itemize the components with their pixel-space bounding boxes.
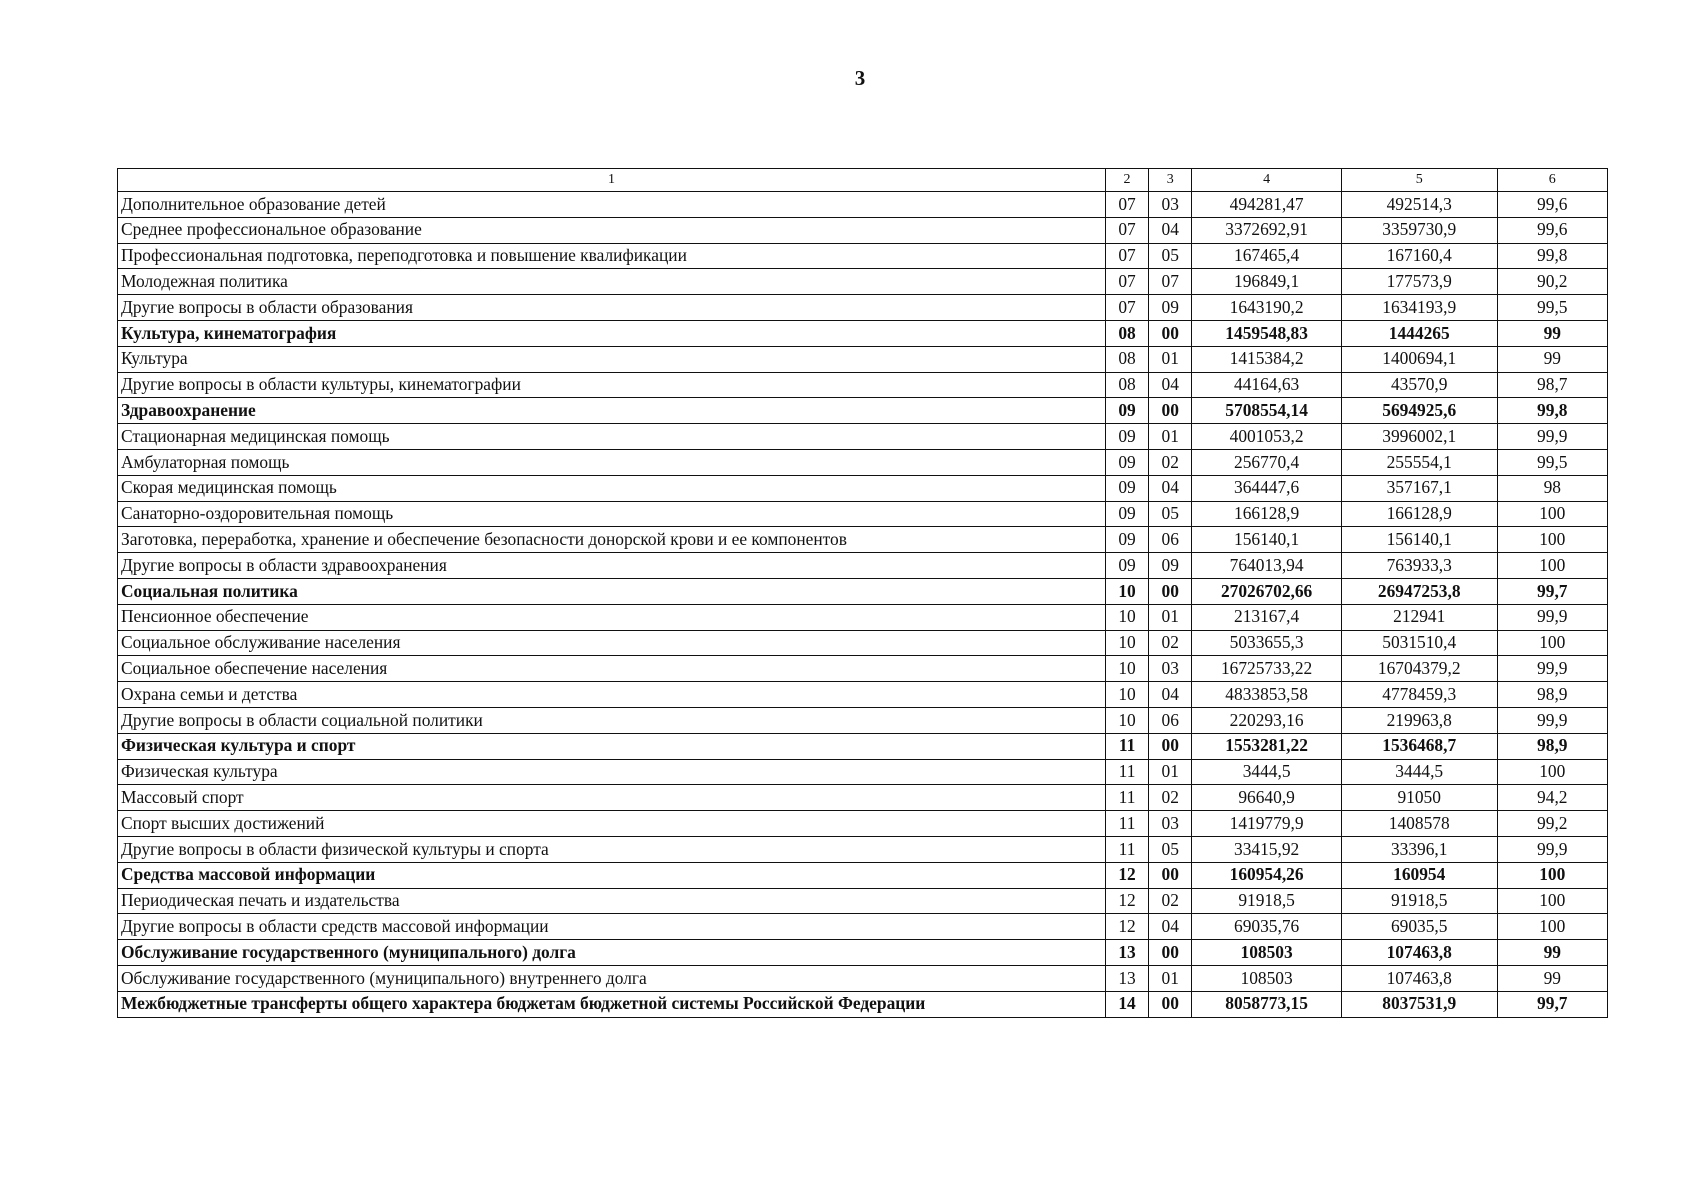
row-subsection-cell: 05 (1149, 243, 1192, 269)
row-col5-cell: 1408578 (1341, 811, 1497, 837)
row-name-cell: Дополнительное образование детей (118, 192, 1106, 218)
row-col5-cell: 166128,9 (1341, 501, 1497, 527)
row-section-cell: 07 (1105, 217, 1148, 243)
row-subsection-cell: 02 (1149, 449, 1192, 475)
row-section-cell: 07 (1105, 243, 1148, 269)
row-col5-cell: 8037531,9 (1341, 991, 1497, 1017)
row-name-cell: Периодическая печать и издательства (118, 888, 1106, 914)
row-col5-cell: 3359730,9 (1341, 217, 1497, 243)
table-row (118, 527, 1608, 553)
table-row (118, 965, 1608, 991)
row-subsection-cell: 05 (1149, 836, 1192, 862)
row-col4-cell: 220293,16 (1192, 707, 1342, 733)
table-row (118, 192, 1608, 218)
row-col4-cell: 256770,4 (1192, 449, 1342, 475)
row-subsection-cell: 01 (1149, 424, 1192, 450)
row-section-cell: 11 (1105, 759, 1148, 785)
row-col5-cell: 91050 (1341, 785, 1497, 811)
table-row (118, 785, 1608, 811)
row-col5-cell: 167160,4 (1341, 243, 1497, 269)
row-col6-cell: 99,6 (1497, 217, 1607, 243)
row-name-cell: Другие вопросы в области образования (118, 295, 1106, 321)
table-row (118, 759, 1608, 785)
row-col4-cell: 196849,1 (1192, 269, 1342, 295)
row-col6-cell: 99,8 (1497, 243, 1607, 269)
row-col6-cell: 98,7 (1497, 372, 1607, 398)
row-subsection-cell: 00 (1149, 862, 1192, 888)
row-name-cell: Другие вопросы в области социальной политики (118, 707, 1106, 733)
row-subsection-cell: 04 (1149, 914, 1192, 940)
row-name-cell: Межбюджетные трансферты общего характера бюджетам бюджетной системы Российской Федерации (118, 991, 1106, 1017)
row-section-cell: 10 (1105, 604, 1148, 630)
row-col5-cell: 26947253,8 (1341, 578, 1497, 604)
row-section-cell: 11 (1105, 836, 1148, 862)
table-row (118, 501, 1608, 527)
row-name-cell: Скорая медицинская помощь (118, 475, 1106, 501)
row-section-cell: 07 (1105, 192, 1148, 218)
row-subsection-cell: 04 (1149, 682, 1192, 708)
row-name-cell: Санаторно-оздоровительная помощь (118, 501, 1106, 527)
row-name-cell: Стационарная медицинская помощь (118, 424, 1106, 450)
row-col4-cell: 33415,92 (1192, 836, 1342, 862)
row-col5-cell: 212941 (1341, 604, 1497, 630)
row-col5-cell: 3444,5 (1341, 759, 1497, 785)
row-section-cell: 09 (1105, 449, 1148, 475)
row-col4-cell: 5033655,3 (1192, 630, 1342, 656)
row-col4-cell: 166128,9 (1192, 501, 1342, 527)
row-section-cell: 12 (1105, 888, 1148, 914)
row-col6-cell: 100 (1497, 527, 1607, 553)
row-col4-cell: 69035,76 (1192, 914, 1342, 940)
row-section-cell: 13 (1105, 965, 1148, 991)
row-subsection-cell: 03 (1149, 811, 1192, 837)
row-col5-cell: 357167,1 (1341, 475, 1497, 501)
row-col4-cell: 213167,4 (1192, 604, 1342, 630)
row-col6-cell: 99 (1497, 346, 1607, 372)
row-col5-cell: 1536468,7 (1341, 733, 1497, 759)
table-row (118, 346, 1608, 372)
row-col4-cell: 156140,1 (1192, 527, 1342, 553)
row-col6-cell: 99,2 (1497, 811, 1607, 837)
row-col4-cell: 108503 (1192, 965, 1342, 991)
header-cell-4: 4 (1192, 169, 1342, 192)
row-section-cell: 10 (1105, 578, 1148, 604)
row-name-cell: Обслуживание государственного (муниципального) внутреннего долга (118, 965, 1106, 991)
row-col5-cell: 1400694,1 (1341, 346, 1497, 372)
row-col4-cell: 91918,5 (1192, 888, 1342, 914)
row-col4-cell: 4001053,2 (1192, 424, 1342, 450)
table-row (118, 243, 1608, 269)
row-subsection-cell: 02 (1149, 888, 1192, 914)
row-col4-cell: 764013,94 (1192, 553, 1342, 579)
row-subsection-cell: 00 (1149, 991, 1192, 1017)
row-subsection-cell: 01 (1149, 965, 1192, 991)
row-name-cell: Другие вопросы в области средств массовой информации (118, 914, 1106, 940)
row-col6-cell: 99,9 (1497, 707, 1607, 733)
row-col4-cell: 160954,26 (1192, 862, 1342, 888)
table-row (118, 914, 1608, 940)
row-col4-cell: 364447,6 (1192, 475, 1342, 501)
row-section-cell: 10 (1105, 707, 1148, 733)
row-subsection-cell: 00 (1149, 733, 1192, 759)
table-row (118, 862, 1608, 888)
row-col6-cell: 99 (1497, 320, 1607, 346)
row-col5-cell: 156140,1 (1341, 527, 1497, 553)
row-name-cell: Физическая культура (118, 759, 1106, 785)
row-section-cell: 12 (1105, 914, 1148, 940)
row-name-cell: Физическая культура и спорт (118, 733, 1106, 759)
row-name-cell: Здравоохранение (118, 398, 1106, 424)
row-col4-cell: 44164,63 (1192, 372, 1342, 398)
row-subsection-cell: 01 (1149, 759, 1192, 785)
row-subsection-cell: 00 (1149, 578, 1192, 604)
row-col5-cell: 91918,5 (1341, 888, 1497, 914)
row-col5-cell: 1634193,9 (1341, 295, 1497, 321)
row-section-cell: 09 (1105, 475, 1148, 501)
row-subsection-cell: 04 (1149, 475, 1192, 501)
row-name-cell: Среднее профессиональное образование (118, 217, 1106, 243)
row-col6-cell: 100 (1497, 862, 1607, 888)
row-subsection-cell: 02 (1149, 630, 1192, 656)
row-col4-cell: 1415384,2 (1192, 346, 1342, 372)
row-name-cell: Охрана семьи и детства (118, 682, 1106, 708)
row-name-cell: Пенсионное обеспечение (118, 604, 1106, 630)
row-name-cell: Профессиональная подготовка, переподготовка и повышение квалификации (118, 243, 1106, 269)
row-col5-cell: 69035,5 (1341, 914, 1497, 940)
row-subsection-cell: 01 (1149, 346, 1192, 372)
row-col4-cell: 494281,47 (1192, 192, 1342, 218)
row-col5-cell: 492514,3 (1341, 192, 1497, 218)
table-row (118, 553, 1608, 579)
row-col5-cell: 763933,3 (1341, 553, 1497, 579)
row-section-cell: 08 (1105, 320, 1148, 346)
table-row (118, 682, 1608, 708)
table-row (118, 888, 1608, 914)
row-subsection-cell: 01 (1149, 604, 1192, 630)
table-row (118, 372, 1608, 398)
row-name-cell: Обслуживание государственного (муниципального) долга (118, 940, 1106, 966)
row-section-cell: 11 (1105, 785, 1148, 811)
row-col5-cell: 43570,9 (1341, 372, 1497, 398)
row-section-cell: 09 (1105, 424, 1148, 450)
row-col6-cell: 98,9 (1497, 682, 1607, 708)
row-section-cell: 10 (1105, 682, 1148, 708)
row-subsection-cell: 05 (1149, 501, 1192, 527)
table-row (118, 320, 1608, 346)
table-row (118, 991, 1608, 1017)
row-section-cell: 09 (1105, 501, 1148, 527)
table-row (118, 217, 1608, 243)
row-col5-cell: 177573,9 (1341, 269, 1497, 295)
table-row (118, 940, 1608, 966)
row-name-cell: Социальное обеспечение населения (118, 656, 1106, 682)
row-subsection-cell: 04 (1149, 372, 1192, 398)
row-section-cell: 07 (1105, 269, 1148, 295)
row-subsection-cell: 00 (1149, 940, 1192, 966)
table-row (118, 811, 1608, 837)
row-col6-cell: 99,6 (1497, 192, 1607, 218)
table-row (118, 733, 1608, 759)
row-col4-cell: 27026702,66 (1192, 578, 1342, 604)
row-col5-cell: 107463,8 (1341, 965, 1497, 991)
row-col4-cell: 167465,4 (1192, 243, 1342, 269)
row-col5-cell: 255554,1 (1341, 449, 1497, 475)
table-body (118, 192, 1608, 1018)
row-col4-cell: 16725733,22 (1192, 656, 1342, 682)
row-col6-cell: 99 (1497, 965, 1607, 991)
row-col4-cell: 96640,9 (1192, 785, 1342, 811)
table-row (118, 707, 1608, 733)
row-section-cell: 10 (1105, 630, 1148, 656)
row-name-cell: Массовый спорт (118, 785, 1106, 811)
row-name-cell: Другие вопросы в области здравоохранения (118, 553, 1106, 579)
row-col4-cell: 108503 (1192, 940, 1342, 966)
row-section-cell: 09 (1105, 527, 1148, 553)
table-row (118, 475, 1608, 501)
row-name-cell: Социальная политика (118, 578, 1106, 604)
row-name-cell: Средства массовой информации (118, 862, 1106, 888)
row-col6-cell: 99,9 (1497, 656, 1607, 682)
header-cell-1: 1 (118, 169, 1106, 192)
row-name-cell: Другие вопросы в области физической культуры и спорта (118, 836, 1106, 862)
row-col6-cell: 98,9 (1497, 733, 1607, 759)
row-subsection-cell: 03 (1149, 192, 1192, 218)
row-section-cell: 09 (1105, 398, 1148, 424)
row-col6-cell: 99,9 (1497, 604, 1607, 630)
table-row (118, 295, 1608, 321)
row-col4-cell: 1419779,9 (1192, 811, 1342, 837)
row-subsection-cell: 07 (1149, 269, 1192, 295)
budget-table (117, 168, 1608, 1018)
row-col5-cell: 107463,8 (1341, 940, 1497, 966)
row-section-cell: 14 (1105, 991, 1148, 1017)
table-row (118, 604, 1608, 630)
row-section-cell: 11 (1105, 811, 1148, 837)
table-row (118, 836, 1608, 862)
row-col6-cell: 99,7 (1497, 991, 1607, 1017)
row-col5-cell: 5694925,6 (1341, 398, 1497, 424)
row-col6-cell: 100 (1497, 759, 1607, 785)
row-subsection-cell: 09 (1149, 553, 1192, 579)
row-name-cell: Амбулаторная помощь (118, 449, 1106, 475)
row-subsection-cell: 00 (1149, 398, 1192, 424)
table-row (118, 656, 1608, 682)
header-cell-6: 6 (1497, 169, 1607, 192)
row-col4-cell: 4833853,58 (1192, 682, 1342, 708)
row-subsection-cell: 06 (1149, 527, 1192, 553)
row-col5-cell: 219963,8 (1341, 707, 1497, 733)
row-col6-cell: 99,9 (1497, 836, 1607, 862)
row-name-cell: Культура, кинематография (118, 320, 1106, 346)
row-col4-cell: 1459548,83 (1192, 320, 1342, 346)
row-subsection-cell: 03 (1149, 656, 1192, 682)
row-name-cell: Молодежная политика (118, 269, 1106, 295)
table-row (118, 630, 1608, 656)
row-col6-cell: 100 (1497, 914, 1607, 940)
table-row (118, 424, 1608, 450)
row-col5-cell: 160954 (1341, 862, 1497, 888)
row-col6-cell: 94,2 (1497, 785, 1607, 811)
row-col6-cell: 100 (1497, 553, 1607, 579)
row-col5-cell: 4778459,3 (1341, 682, 1497, 708)
row-col5-cell: 5031510,4 (1341, 630, 1497, 656)
row-section-cell: 10 (1105, 656, 1148, 682)
row-section-cell: 13 (1105, 940, 1148, 966)
row-col6-cell: 100 (1497, 630, 1607, 656)
row-col6-cell: 99,5 (1497, 295, 1607, 321)
row-col4-cell: 5708554,14 (1192, 398, 1342, 424)
row-col6-cell: 99,9 (1497, 424, 1607, 450)
row-section-cell: 08 (1105, 372, 1148, 398)
row-section-cell: 11 (1105, 733, 1148, 759)
row-col6-cell: 99,8 (1497, 398, 1607, 424)
row-name-cell: Социальное обслуживание населения (118, 630, 1106, 656)
table-row (118, 449, 1608, 475)
row-subsection-cell: 06 (1149, 707, 1192, 733)
row-col5-cell: 1444265 (1341, 320, 1497, 346)
row-section-cell: 08 (1105, 346, 1148, 372)
row-col6-cell: 99 (1497, 940, 1607, 966)
header-cell-5: 5 (1341, 169, 1497, 192)
row-col6-cell: 98 (1497, 475, 1607, 501)
row-name-cell: Спорт высших достижений (118, 811, 1106, 837)
row-col6-cell: 90,2 (1497, 269, 1607, 295)
table-header-row (118, 169, 1608, 192)
row-col4-cell: 1553281,22 (1192, 733, 1342, 759)
row-col5-cell: 3996002,1 (1341, 424, 1497, 450)
header-cell-3: 3 (1149, 169, 1192, 192)
row-col4-cell: 1643190,2 (1192, 295, 1342, 321)
row-section-cell: 07 (1105, 295, 1148, 321)
row-section-cell: 09 (1105, 553, 1148, 579)
header-cell-2: 2 (1105, 169, 1148, 192)
row-subsection-cell: 09 (1149, 295, 1192, 321)
row-col6-cell: 100 (1497, 501, 1607, 527)
row-col4-cell: 3372692,91 (1192, 217, 1342, 243)
row-subsection-cell: 00 (1149, 320, 1192, 346)
row-name-cell: Другие вопросы в области культуры, кинематографии (118, 372, 1106, 398)
table-row (118, 398, 1608, 424)
table-row (118, 269, 1608, 295)
row-subsection-cell: 04 (1149, 217, 1192, 243)
row-col5-cell: 33396,1 (1341, 836, 1497, 862)
table-row (118, 578, 1608, 604)
row-col4-cell: 8058773,15 (1192, 991, 1342, 1017)
row-subsection-cell: 02 (1149, 785, 1192, 811)
row-name-cell: Культура (118, 346, 1106, 372)
row-section-cell: 12 (1105, 862, 1148, 888)
row-col5-cell: 16704379,2 (1341, 656, 1497, 682)
row-col6-cell: 100 (1497, 888, 1607, 914)
row-col6-cell: 99,5 (1497, 449, 1607, 475)
row-name-cell: Заготовка, переработка, хранение и обеспечение безопасности донорской крови и ее компонентов (118, 527, 1106, 553)
row-col6-cell: 99,7 (1497, 578, 1607, 604)
page-number: 3 (854, 66, 866, 90)
row-col4-cell: 3444,5 (1192, 759, 1342, 785)
